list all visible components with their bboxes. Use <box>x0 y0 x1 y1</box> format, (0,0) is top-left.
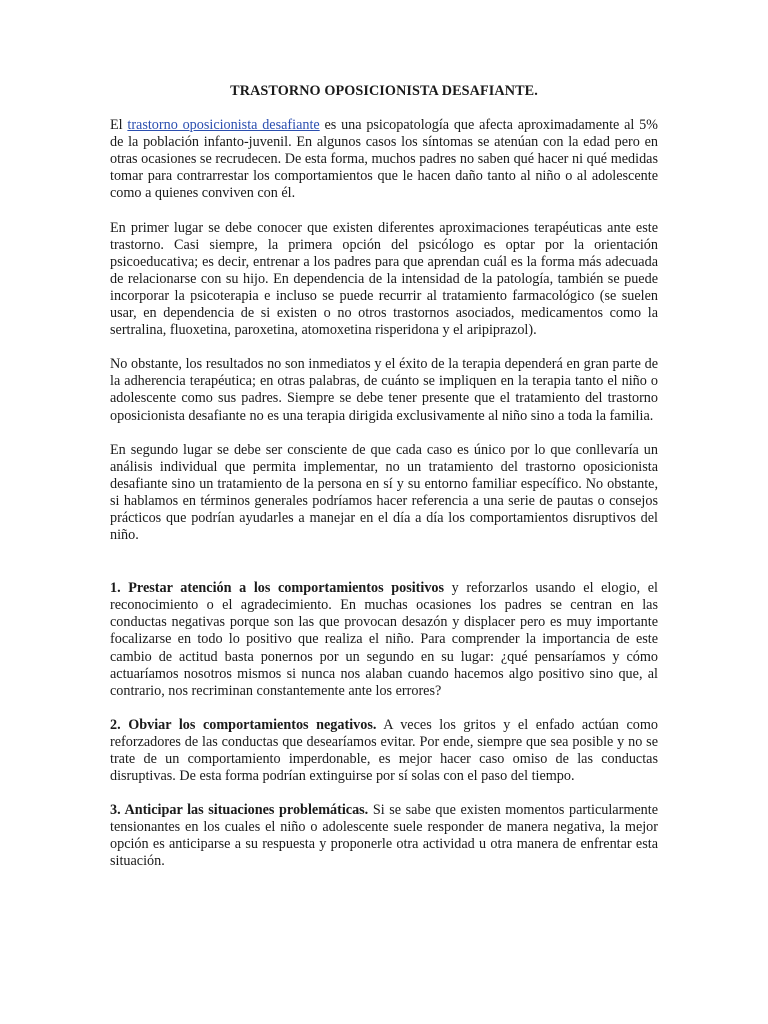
intro-text: es una psicopatología que afecta aproximadamente al 5% de la población infanto-juvenil. En algunos casos los síntomas se atenúan con la edad pero en otras ocasiones se recrudecen. De esta forma, muchos padres no saben qué hacer ni qué medidas tomar para contrarrestar los comportamientos que le hacen daño tanto al niño o al adolescente como a quienes conviven con él. <box>110 117 659 202</box>
intro-paragraph <box>110 117 658 202</box>
tip-heading: 1. Prestar atención a los comportamientos positivos <box>110 580 445 597</box>
tip-text: Si se sabe que existen momentos particularmente tensionantes en los cuales el niño o adolescente suele responder de manera negativa, la mejor opción es anticiparse a su respuesta y proponerle otra actividad u otra manera de enfrentar esta situación. <box>110 802 658 870</box>
tip-text: y reforzarlos usando el elogio, el reconocimiento o el agradecimiento. En muchas ocasiones los padres se centran en las conductas negativas porque son las que provocan desazón y displacer pero es muy importante focalizarse en todo lo positivo que realiza el niño. Para comprender la importancia de este cambio de actitud basta ponernos por un segundo en su lugar: ¿qué pensaríamos y cómo actuaríamos nosotros mismos si nunca nos alaban cuando hacemos algo positivo sino que, al contrario, nos recriminan constantemente ante los errores? <box>110 580 659 699</box>
disorder-link[interactable]: trastorno oposicionista desafiante <box>127 117 320 134</box>
paragraph-therapy-approaches: En primer lugar se debe conocer que existen diferentes aproximaciones terapéuticas ante este trastorno. Casi siempre, la primera opción del psicólogo es optar por la orientación psicoeducativa; es decir, entrenar a los padres para que aprendan cuál es la forma más adecuada de relacionarse con su hijo. En dependencia de la intensidad de la patología, también se puede incorporar la psicoterapia e incluso se puede recurrir al tratamiento farmacológico (se suelen usar, en dependencia de si existen o no otros trastornos asociados, medicamentos como la sertralina, fluoxetina, paroxetina, atomoxetina risperidona y el aripiprazol). <box>110 219 658 339</box>
document-body <box>110 83 658 888</box>
tip-ignore-negative <box>110 717 658 785</box>
document-title: TRASTORNO OPOSICIONISTA DESAFIANTE. <box>230 83 538 99</box>
intro-prefix: El <box>110 117 128 134</box>
paragraph-individual-case: En segundo lugar se debe ser consciente de que cada caso es único por lo que conllevaría un análisis individual que permita implementar, no un tratamiento del trastorno oposicionista desafiante sino un tratamiento de la persona en sí y su entorno familiar específico. No obstante, si hablamos en términos generales podríamos hacer referencia a una serie de pautas o consejos prácticos que podrían ayudarles a manejar en el día a día los comportamientos disruptivos del niño. <box>110 441 658 544</box>
paragraph-therapy-adherence: No obstante, los resultados no son inmediatos y el éxito de la terapia dependerá en gran parte de la adherencia terapéutica; en otras palabras, de cuánto se impliquen en la terapia tanto el niño o adolescente como sus padres. Siempre se debe tener presente que el tratamiento del trastorno oposicionista desafiante no es una terapia dirigida exclusivamente al niño sino a toda la familia. <box>110 356 658 424</box>
tip-text: A veces los gritos y el enfado actúan como reforzadores de las conductas que desearíamos evitar. Por ende, siempre que sea posible y no se trate de un comportamiento imperdonable, es mejor hacer caso omiso de las conductas disruptivas. De esta forma podrían extinguirse por sí solas con el paso del tiempo. <box>110 716 658 785</box>
tip-heading: 2. Obviar los comportamientos negativos. <box>110 716 377 733</box>
tip-anticipate-situations <box>110 802 658 870</box>
tip-positive-behaviors <box>110 580 658 700</box>
tip-heading: 3. Anticipar las situaciones problemáticas. <box>110 802 369 819</box>
